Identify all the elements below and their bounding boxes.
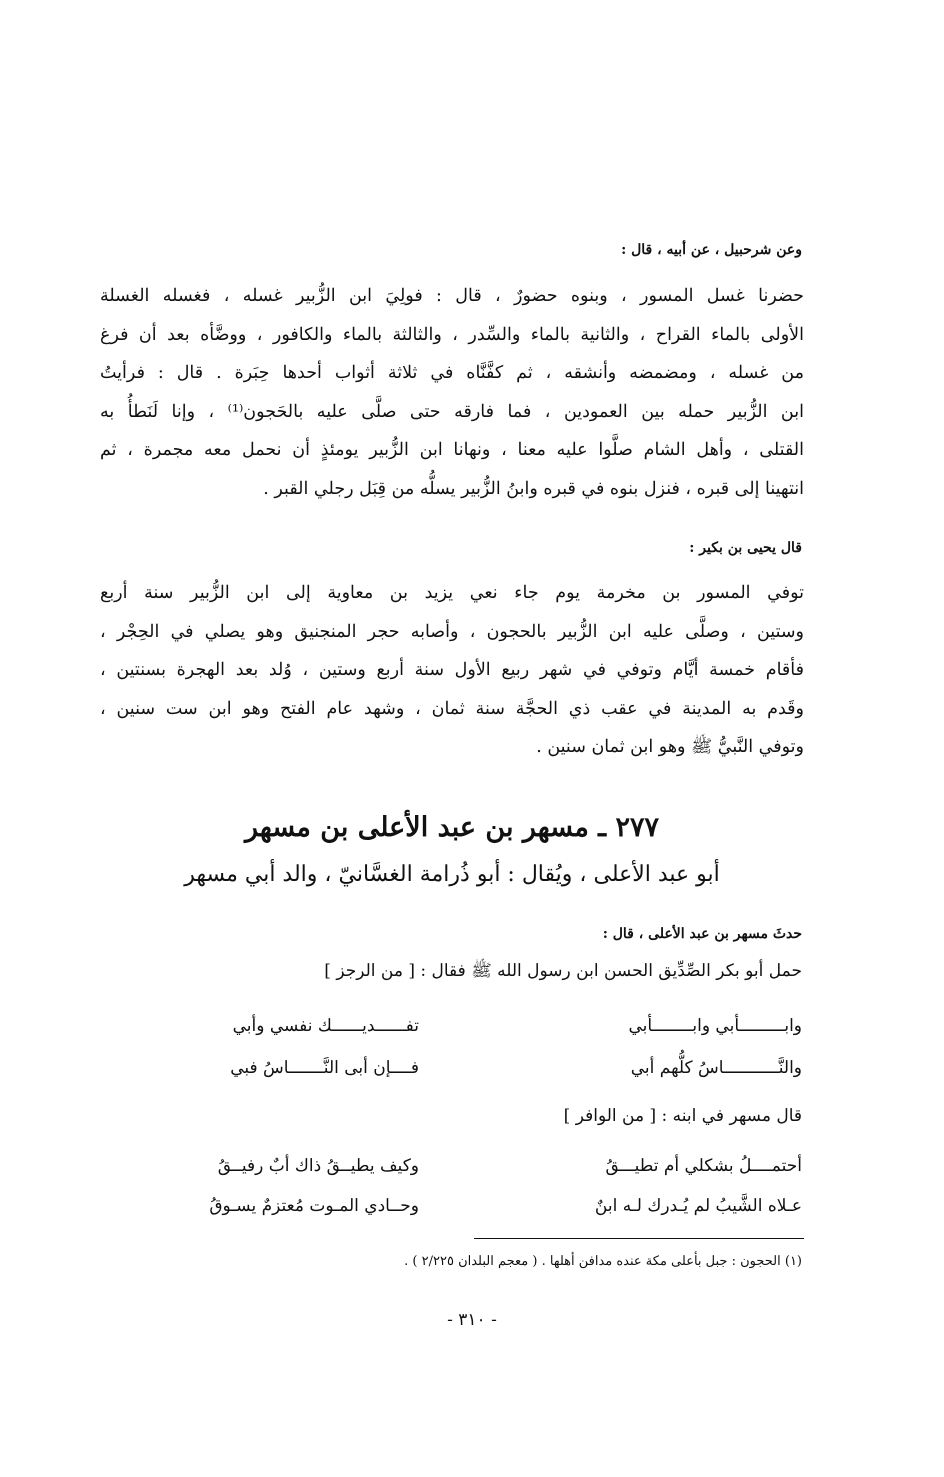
paragraph-1-line: انتهينا إلى قبره ، فنزل بنوه في قبره وابنُ الزُّبير يسلُّه من قِبَل رجلي القبر .: [263, 478, 804, 499]
verse-2-hemistich-left: فــــإن أبى النَّـــــــاسُ فبي: [230, 1058, 419, 1078]
verse-1-hemistich-left: تفــــــديــــــك نفسي وأبي: [232, 1016, 419, 1036]
verse-2-hemistich-right: والنَّـــــــــــاسُ كلُّهم أبي: [630, 1058, 802, 1078]
paragraph-2-line: وتوفي النَّبيُّ ﷺ وهو ابن ثمان سنين .: [536, 737, 804, 758]
paragraph-1-line: ابن الزُّبير حمله بين العمودين ، فما فارقه حتى صلَّى عليه بالحَجون⁽¹⁾ ، وإنا لَنَطأُ به: [100, 401, 804, 422]
intro-narration-1: وعن شرحبيل ، عن أبيه ، قال :: [621, 242, 802, 258]
poem-intro-line: قال مسهر في ابنه : [ من الوافر ]: [563, 1106, 802, 1126]
paragraph-2-line: وقَدم به المدينة في عقب ذي الحجَّة سنة ثمان ، وشهد عام الفتح وهو ابن ست سنين ،: [100, 698, 804, 719]
verse-4-hemistich-right: عـلاه الشَّيبُ لم يُـدرك لـه ابنٌ: [594, 1196, 802, 1216]
page-number: - ٣١٠ -: [447, 1310, 497, 1330]
paragraph-2-line: توفي المسور بن مخرمة يوم جاء نعي يزيد بن معاوية إلى ابن الزُّبير سنة أربع: [100, 583, 804, 603]
verse-3-hemistich-left: وكيف يطيــقُ ذاك أبٌ رفيــقُ: [217, 1156, 419, 1176]
paragraph-2-line: فأقام خمسة أيَّام وتوفي في شهر ربيع الأول سنة أربع وستين ، وُلد بعد الهجرة بسنتين ،: [100, 660, 804, 681]
verse-3-hemistich-right: أحتمــــلُ بشكلي أم تطيـــقُ: [605, 1156, 802, 1176]
entry-subtitle: أبو عبد الأعلى ، ويُقال : أبو ذُرامة الغسَّانيّ ، والد أبي مسهر: [184, 862, 720, 887]
verse-4-hemistich-left: وحــادي المـوت مُعتزمٌ يسـوقُ: [209, 1196, 419, 1216]
paragraph-2-line: وستين ، وصلَّى عليه ابن الزُّبير بالحجون ، وأصابه حجر المنجنيق وهو يصلي في الحِجْر ،: [100, 621, 804, 642]
intro-narration-3: حدثَ مسهر بن عبد الأعلى ، قال :: [602, 926, 802, 942]
paragraph-1-line: الأولى بالماء القراح ، والثانية بالماء والسِّدر ، والثالثة بالماء والكافور ، ووضَّأه بعد أن فرغ: [100, 324, 804, 345]
intro-narration-2: قال يحيى بن بكير :: [689, 540, 802, 556]
verse-1-hemistich-right: وابـــــــــأبي وابــــــــأبي: [628, 1016, 802, 1036]
narration-line: حمل أبو بكر الصِّدِّيق الحسن ابن رسول الله ﷺ فقال : [ من الرجز ]: [324, 961, 802, 981]
paragraph-2: [100, 574, 804, 767]
entry-title: ٢٧٧ ـ مسهر بن عبد الأعلى بن مسهر: [244, 812, 660, 843]
footnote: (١) الحجون : جبل بأعلى مكة عنده مدافن أهلها . ( معجم البلدان ٢/٢٢٥ ) .: [404, 1254, 802, 1269]
paragraph-1: [100, 277, 804, 509]
paragraph-1-line: حضرنا غسل المسور ، وبنوه حضورٌ ، قال : فولِيَ ابن الزُّبير غسله ، فغسله الغسلة: [100, 286, 804, 306]
paragraph-1-line: من غسله ، ومضمضه وأنشقه ، ثم كفَّنَّاه في ثلاثة أثواب أحدها حِبَرة . قال : فرأيتُ: [100, 363, 804, 384]
paragraph-1-line: القتلى ، وأهل الشام صلَّوا عليه معنا ، ونهانا ابن الزُّبير يومئذٍ أن نحمل معه مجمرة ، ثم: [100, 440, 804, 461]
footnote-divider: [474, 1238, 804, 1239]
